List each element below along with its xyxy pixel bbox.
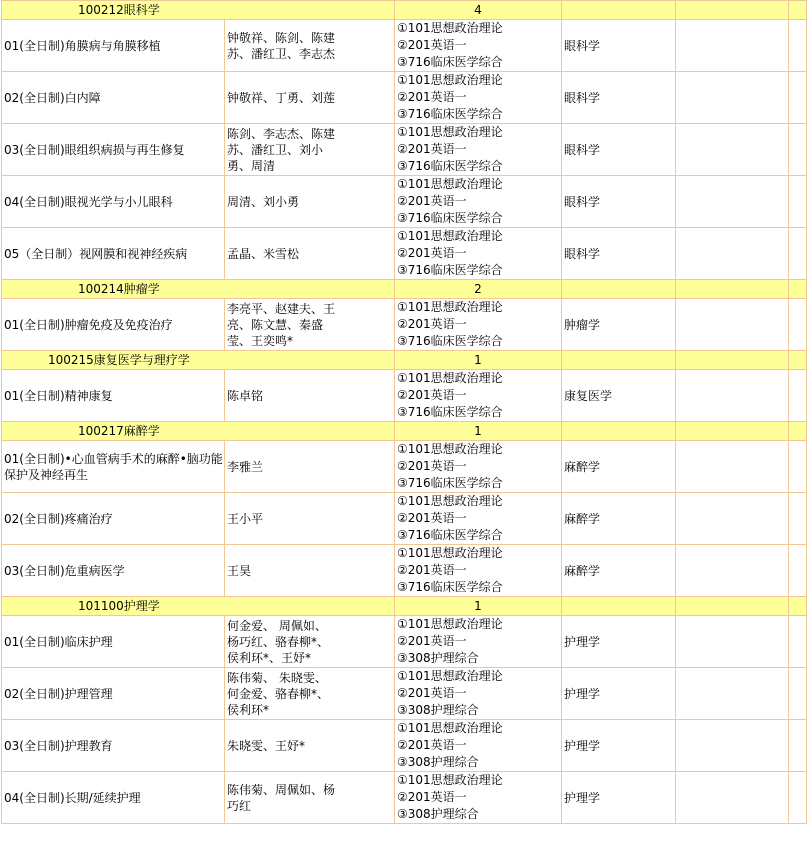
edge-cell bbox=[789, 493, 807, 545]
notes-cell bbox=[676, 493, 789, 545]
retest-subject: 眼科学 bbox=[562, 124, 676, 176]
section-title: 100214肿瘤学 bbox=[2, 280, 395, 299]
section-empty-cell bbox=[676, 597, 789, 616]
exam-subject-line: ①101思想政治理论 bbox=[397, 177, 503, 191]
retest-subject: 护理学 bbox=[562, 772, 676, 824]
supervisors bbox=[225, 72, 395, 124]
notes-cell bbox=[676, 72, 789, 124]
supervisors bbox=[225, 299, 395, 351]
section-enrollment-count: 1 bbox=[395, 422, 562, 441]
supervisors bbox=[225, 176, 395, 228]
research-direction: 05（全日制）视网膜和视神经疾病 bbox=[2, 228, 225, 280]
retest-subject: 康复医学 bbox=[562, 370, 676, 422]
exam-subject-line: ③716临床医学综合 bbox=[397, 528, 503, 542]
exam-subject-line: ②201英语一 bbox=[397, 634, 467, 648]
exam-subjects bbox=[395, 545, 562, 597]
research-direction: 01(全日制)精神康复 bbox=[2, 370, 225, 422]
table-row bbox=[2, 299, 807, 351]
section-header bbox=[2, 597, 807, 616]
supervisor-line: 莹、王奕鸣* bbox=[227, 333, 294, 348]
exam-subjects bbox=[395, 493, 562, 545]
notes-cell bbox=[676, 299, 789, 351]
supervisor-line: 苏、潘红卫、刘小 bbox=[227, 142, 324, 157]
edge-cell bbox=[789, 772, 807, 824]
section-empty-cell bbox=[789, 1, 807, 20]
research-direction: 01(全日制)角膜病与角膜移植 bbox=[2, 20, 225, 72]
notes-cell bbox=[676, 228, 789, 280]
supervisor-line: 钟敬祥、陈剑、陈建 bbox=[227, 30, 336, 45]
exam-subjects bbox=[395, 20, 562, 72]
research-direction: 02(全日制)护理管理 bbox=[2, 668, 225, 720]
supervisor-line: 朱晓雯、王妤* bbox=[227, 738, 306, 753]
research-direction-line: 保护及神经再生 bbox=[4, 467, 89, 482]
exam-subjects bbox=[395, 720, 562, 772]
exam-subject-line: ③308护理综合 bbox=[397, 807, 479, 821]
section-empty-cell bbox=[789, 422, 807, 441]
exam-subjects bbox=[395, 772, 562, 824]
section-empty-cell bbox=[562, 1, 676, 20]
section-empty-cell bbox=[676, 280, 789, 299]
supervisors bbox=[225, 720, 395, 772]
exam-subjects bbox=[395, 370, 562, 422]
edge-cell bbox=[789, 370, 807, 422]
research-direction bbox=[2, 441, 225, 493]
exam-subject-line: ③716临床医学综合 bbox=[397, 55, 503, 69]
section-empty-cell bbox=[676, 351, 789, 370]
edge-cell bbox=[789, 124, 807, 176]
exam-subject-line: ②201英语一 bbox=[397, 38, 467, 52]
section-empty-cell bbox=[789, 280, 807, 299]
notes-cell bbox=[676, 616, 789, 668]
exam-subjects bbox=[395, 176, 562, 228]
supervisors bbox=[225, 124, 395, 176]
supervisors bbox=[225, 228, 395, 280]
retest-subject: 麻醉学 bbox=[562, 545, 676, 597]
notes-cell bbox=[676, 370, 789, 422]
supervisors bbox=[225, 20, 395, 72]
table-row bbox=[2, 20, 807, 72]
supervisor-line: 侯利环* bbox=[227, 702, 270, 717]
section-title: 101100护理学 bbox=[2, 597, 395, 616]
exam-subjects bbox=[395, 228, 562, 280]
exam-subject-line: ②201英语一 bbox=[397, 246, 467, 260]
supervisor-line: 周清、刘小勇 bbox=[227, 194, 300, 209]
supervisor-line: 陈伟菊、周佩如、杨 bbox=[227, 782, 336, 797]
exam-subjects bbox=[395, 668, 562, 720]
section-title: 100212眼科学 bbox=[2, 1, 395, 20]
table-row bbox=[2, 545, 807, 597]
exam-subject-line: ③716临床医学综合 bbox=[397, 580, 503, 594]
exam-subject-line: ①101思想政治理论 bbox=[397, 546, 503, 560]
research-direction-line: 01(全日制)•心血管病手术的麻醉•脑功能 bbox=[4, 451, 223, 466]
supervisor-line: 王小平 bbox=[227, 511, 264, 526]
retest-subject: 护理学 bbox=[562, 720, 676, 772]
supervisor-line: 何金爱、骆春柳*、 bbox=[227, 686, 330, 701]
supervisor-line: 亮、陈文慧、秦盛 bbox=[227, 317, 324, 332]
exam-subject-line: ③716临床医学综合 bbox=[397, 405, 503, 419]
supervisors bbox=[225, 668, 395, 720]
exam-subject-line: ③716临床医学综合 bbox=[397, 263, 503, 277]
section-enrollment-count: 1 bbox=[395, 351, 562, 370]
table-row bbox=[2, 124, 807, 176]
section-empty-cell bbox=[562, 597, 676, 616]
exam-subject-line: ②201英语一 bbox=[397, 790, 467, 804]
table-row bbox=[2, 720, 807, 772]
exam-subject-line: ①101思想政治理论 bbox=[397, 773, 503, 787]
research-direction: 02(全日制)疼痛治疗 bbox=[2, 493, 225, 545]
exam-subject-line: ②201英语一 bbox=[397, 459, 467, 473]
table-row bbox=[2, 441, 807, 493]
edge-cell bbox=[789, 441, 807, 493]
research-direction: 03(全日制)危重病医学 bbox=[2, 545, 225, 597]
edge-cell bbox=[789, 668, 807, 720]
notes-cell bbox=[676, 441, 789, 493]
supervisor-line: 陈卓铭 bbox=[227, 388, 264, 403]
edge-cell bbox=[789, 720, 807, 772]
exam-subject-line: ③716临床医学综合 bbox=[397, 211, 503, 225]
retest-subject: 眼科学 bbox=[562, 20, 676, 72]
table-row bbox=[2, 370, 807, 422]
exam-subject-line: ①101思想政治理论 bbox=[397, 300, 503, 314]
notes-cell bbox=[676, 772, 789, 824]
supervisor-line: 巧红 bbox=[227, 798, 252, 813]
edge-cell bbox=[789, 20, 807, 72]
retest-subject: 眼科学 bbox=[562, 72, 676, 124]
section-empty-cell bbox=[789, 597, 807, 616]
section-enrollment-count: 1 bbox=[395, 597, 562, 616]
research-direction: 01(全日制)临床护理 bbox=[2, 616, 225, 668]
exam-subject-line: ②201英语一 bbox=[397, 388, 467, 402]
section-header bbox=[2, 351, 807, 370]
exam-subject-line: ①101思想政治理论 bbox=[397, 73, 503, 87]
research-direction: 03(全日制)眼组织病损与再生修复 bbox=[2, 124, 225, 176]
supervisor-line: 李雅兰 bbox=[227, 459, 264, 474]
supervisor-line: 李亮平、赵建夫、王 bbox=[227, 301, 336, 316]
exam-subject-line: ③716临床医学综合 bbox=[397, 107, 503, 121]
exam-subject-line: ②201英语一 bbox=[397, 511, 467, 525]
exam-subject-line: ②201英语一 bbox=[397, 317, 467, 331]
edge-cell bbox=[789, 545, 807, 597]
edge-cell bbox=[789, 72, 807, 124]
research-direction: 04(全日制)眼视光学与小儿眼科 bbox=[2, 176, 225, 228]
table-row bbox=[2, 72, 807, 124]
section-empty-cell bbox=[676, 422, 789, 441]
notes-cell bbox=[676, 668, 789, 720]
section-header bbox=[2, 1, 807, 20]
exam-subject-line: ③716临床医学综合 bbox=[397, 334, 503, 348]
table-row bbox=[2, 616, 807, 668]
exam-subject-line: ①101思想政治理论 bbox=[397, 669, 503, 683]
retest-subject: 护理学 bbox=[562, 668, 676, 720]
exam-subjects bbox=[395, 299, 562, 351]
exam-subject-line: ①101思想政治理论 bbox=[397, 494, 503, 508]
notes-cell bbox=[676, 124, 789, 176]
exam-subjects bbox=[395, 72, 562, 124]
table-row bbox=[2, 493, 807, 545]
exam-subject-line: ②201英语一 bbox=[397, 686, 467, 700]
supervisor-line: 苏、潘红卫、李志杰 bbox=[227, 46, 336, 61]
exam-subject-line: ①101思想政治理论 bbox=[397, 125, 503, 139]
supervisor-line: 杨巧红、骆春柳*、 bbox=[227, 634, 330, 649]
exam-subject-line: ①101思想政治理论 bbox=[397, 371, 503, 385]
table-row bbox=[2, 668, 807, 720]
supervisor-line: 钟敬祥、丁勇、刘莲 bbox=[227, 90, 336, 105]
section-title: 100217麻醉学 bbox=[2, 422, 395, 441]
supervisor-line: 孟晶、米雪松 bbox=[227, 246, 300, 261]
retest-subject: 眼科学 bbox=[562, 176, 676, 228]
section-header bbox=[2, 280, 807, 299]
section-header bbox=[2, 422, 807, 441]
notes-cell bbox=[676, 720, 789, 772]
section-empty-cell bbox=[562, 422, 676, 441]
supervisor-line: 王昊 bbox=[227, 563, 252, 578]
exam-subject-line: ③308护理综合 bbox=[397, 755, 479, 769]
exam-subject-line: ①101思想政治理论 bbox=[397, 229, 503, 243]
retest-subject: 麻醉学 bbox=[562, 493, 676, 545]
supervisors bbox=[225, 493, 395, 545]
supervisor-line: 陈伟菊、 朱晓雯、 bbox=[227, 670, 327, 685]
program-table-body bbox=[2, 1, 807, 824]
table-row bbox=[2, 772, 807, 824]
supervisors bbox=[225, 772, 395, 824]
retest-subject: 眼科学 bbox=[562, 228, 676, 280]
supervisor-line: 陈剑、李志杰、陈建 bbox=[227, 126, 336, 141]
exam-subject-line: ①101思想政治理论 bbox=[397, 721, 503, 735]
retest-subject: 麻醉学 bbox=[562, 441, 676, 493]
section-empty-cell bbox=[789, 351, 807, 370]
table-row bbox=[2, 228, 807, 280]
exam-subjects bbox=[395, 441, 562, 493]
retest-subject: 护理学 bbox=[562, 616, 676, 668]
exam-subject-line: ②201英语一 bbox=[397, 738, 467, 752]
notes-cell bbox=[676, 545, 789, 597]
section-enrollment-count: 2 bbox=[395, 280, 562, 299]
section-empty-cell bbox=[562, 280, 676, 299]
supervisors bbox=[225, 370, 395, 422]
supervisor-line: 侯利环*、王妤* bbox=[227, 650, 312, 665]
supervisor-line: 勇、周清 bbox=[227, 158, 276, 173]
notes-cell bbox=[676, 20, 789, 72]
edge-cell bbox=[789, 299, 807, 351]
research-direction: 02(全日制)白内障 bbox=[2, 72, 225, 124]
edge-cell bbox=[789, 176, 807, 228]
section-empty-cell bbox=[676, 1, 789, 20]
exam-subject-line: ①101思想政治理论 bbox=[397, 442, 503, 456]
section-title: 100215康复医学与理疗学 bbox=[2, 351, 395, 370]
supervisors bbox=[225, 545, 395, 597]
exam-subject-line: ①101思想政治理论 bbox=[397, 617, 503, 631]
research-direction: 01(全日制)肿瘤免疫及免疫治疗 bbox=[2, 299, 225, 351]
edge-cell bbox=[789, 228, 807, 280]
exam-subject-line: ②201英语一 bbox=[397, 90, 467, 104]
supervisors bbox=[225, 441, 395, 493]
research-direction: 04(全日制)长期/延续护理 bbox=[2, 772, 225, 824]
section-empty-cell bbox=[562, 351, 676, 370]
exam-subject-line: ②201英语一 bbox=[397, 563, 467, 577]
research-direction: 03(全日制)护理教育 bbox=[2, 720, 225, 772]
supervisors bbox=[225, 616, 395, 668]
exam-subject-line: ③308护理综合 bbox=[397, 703, 479, 717]
exam-subjects bbox=[395, 124, 562, 176]
section-enrollment-count: 4 bbox=[395, 1, 562, 20]
exam-subjects bbox=[395, 616, 562, 668]
retest-subject: 肿瘤学 bbox=[562, 299, 676, 351]
notes-cell bbox=[676, 176, 789, 228]
program-table bbox=[1, 0, 807, 824]
exam-subject-line: ③716临床医学综合 bbox=[397, 476, 503, 490]
exam-subject-line: ②201英语一 bbox=[397, 142, 467, 156]
exam-subject-line: ①101思想政治理论 bbox=[397, 21, 503, 35]
supervisor-line: 何金爱、 周佩如、 bbox=[227, 618, 327, 633]
exam-subject-line: ③716临床医学综合 bbox=[397, 159, 503, 173]
exam-subject-line: ③308护理综合 bbox=[397, 651, 479, 665]
edge-cell bbox=[789, 616, 807, 668]
exam-subject-line: ②201英语一 bbox=[397, 194, 467, 208]
table-row bbox=[2, 176, 807, 228]
